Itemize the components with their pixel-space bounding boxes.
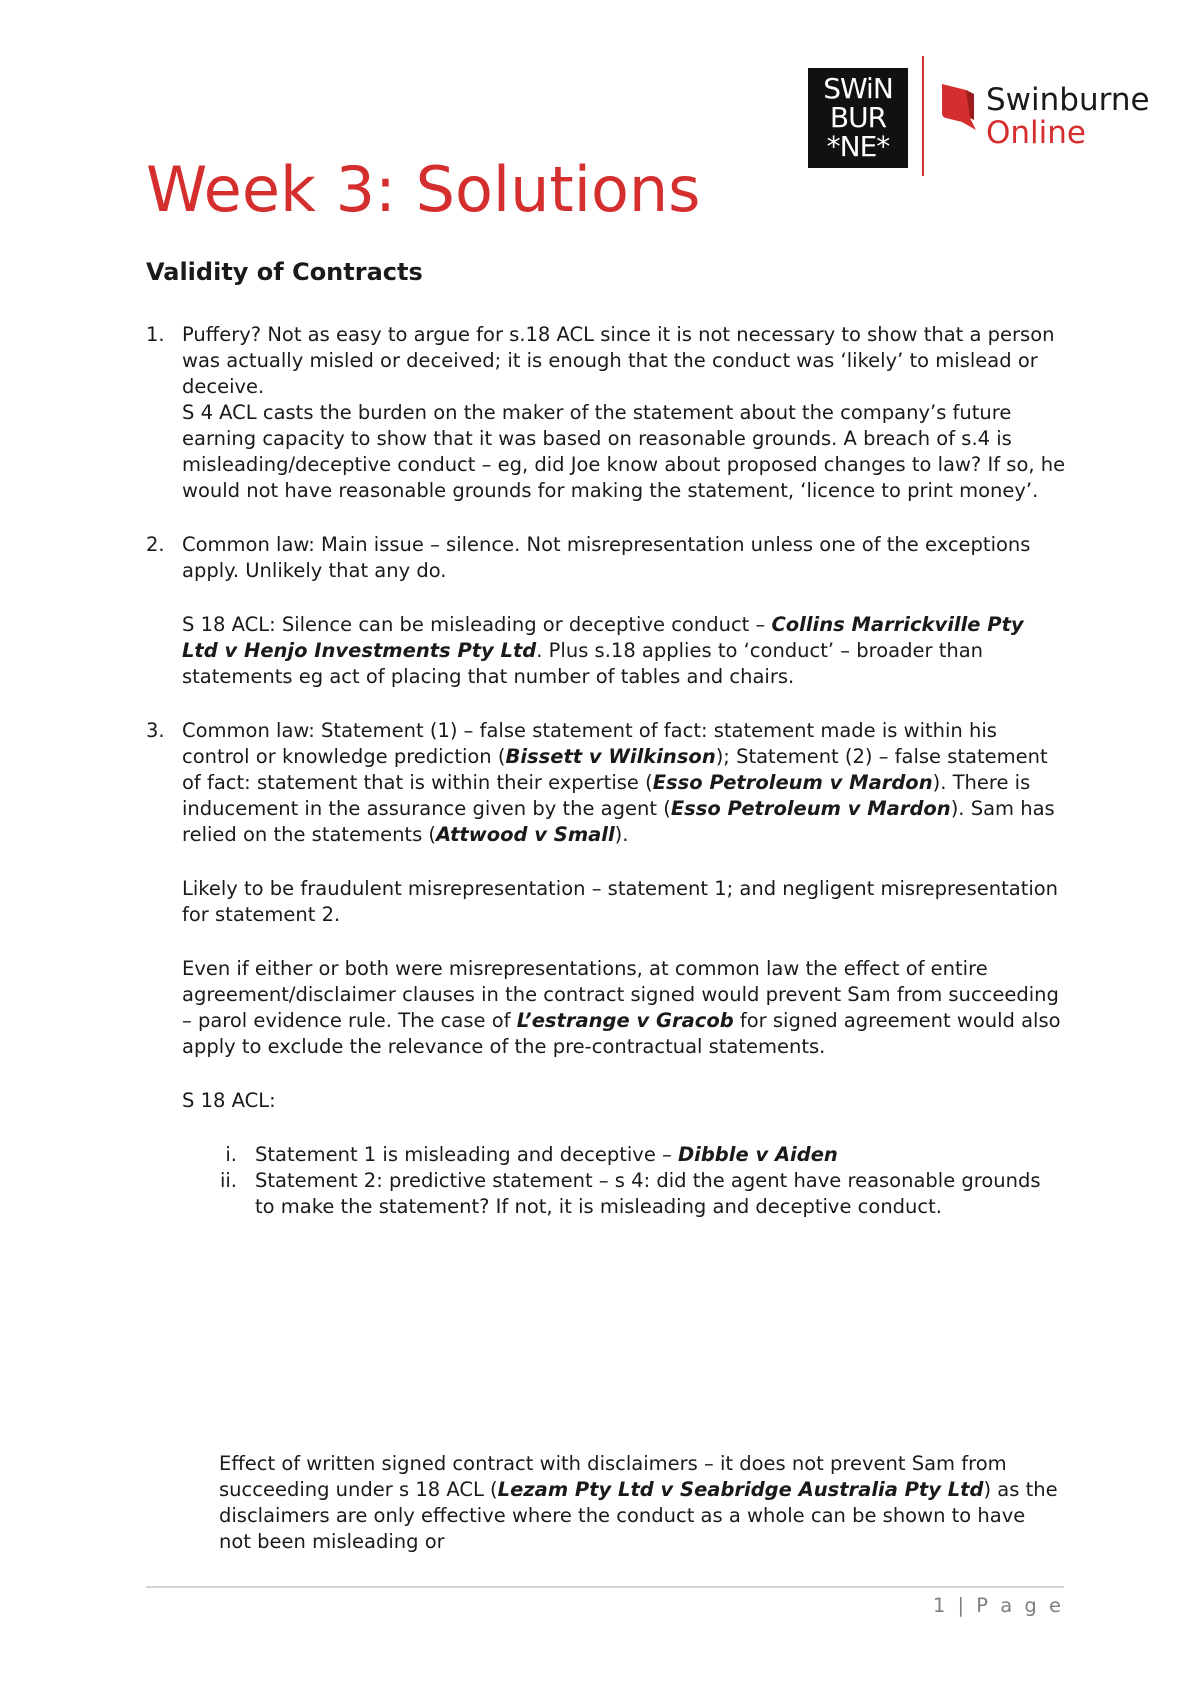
answer-1 — [146, 322, 1066, 504]
text-run: ); Statement (2) – false statement of fact: statement that is within their expertise ( — [182, 745, 1048, 794]
case-citation: Esso Petroleum v Mardon — [670, 797, 951, 820]
case-citation: Bissett v Wilkinson — [505, 745, 716, 768]
swinburne-logo — [808, 56, 1170, 178]
text-run: . Plus s.18 applies to ‘conduct’ – broader than statements eg act of placing that number of tables and chairs. — [182, 639, 984, 688]
answer-2 — [146, 532, 1066, 690]
case-citation: Attwood v Small — [436, 823, 615, 846]
item-number: 1. — [146, 323, 165, 346]
swinburne-seal — [808, 68, 908, 168]
brand-line-2: Online — [986, 115, 1086, 151]
text-run: S 18 ACL: Silence can be misleading or deceptive conduct – — [182, 613, 772, 636]
document-body — [146, 322, 1066, 1248]
list-number: i. — [225, 1143, 237, 1166]
text-run: Statement 1 is misleading and deceptive – — [255, 1143, 678, 1166]
logo-divider — [922, 56, 924, 176]
text-run: ). There is inducement in the assurance given by the agent ( — [182, 771, 1031, 820]
brand-wordmark — [986, 84, 1150, 150]
seal-line-2: BUR — [829, 101, 887, 134]
paragraph — [182, 718, 1066, 848]
text-run: ) as the disclaimers are only effective where the conduct as a whole can be shown to have not been misleading or — [219, 1478, 1058, 1553]
paragraph: Common law: Main issue – silence. Not misrepresentation unless one of the exceptions apply. Unlikely that any do. — [182, 533, 1031, 582]
item-number: 2. — [146, 533, 165, 556]
list-item — [182, 1168, 1066, 1220]
effect-paragraph — [219, 1451, 1059, 1555]
paragraph: S 4 ACL casts the burden on the maker of the statement about the company’s future earning capacity to show that it was based on reasonable grounds. A breach of s.4 is misleading/deceptive conduct – eg, did Joe know about proposed changes to law? If so, he would not have reasonable grounds for making the statement, ‘licence to print money’. — [182, 401, 1066, 502]
answer-3 — [146, 718, 1066, 1220]
paragraph: Puffery? Not as easy to argue for s.18 ACL since it is not necessary to show that a person was actually misled or deceived; it is enough that the conduct was ‘likely’ to mislead or deceive. — [182, 323, 1055, 398]
footer-divider — [146, 1586, 1064, 1588]
paragraph — [182, 612, 1066, 690]
item-number: 3. — [146, 719, 165, 742]
paragraph — [182, 956, 1066, 1060]
case-citation: L’estrange v Gracob — [516, 1009, 734, 1032]
list-number: ii. — [219, 1169, 237, 1192]
text-run: ). — [614, 823, 629, 846]
paragraph: S 18 ACL: — [182, 1089, 276, 1112]
case-citation: Esso Petroleum v Mardon — [652, 771, 933, 794]
seal-line-3: *NE* — [826, 130, 890, 163]
page-number: 1 | P a g e — [932, 1594, 1064, 1617]
case-citation: Lezam Pty Ltd v Seabridge Australia Pty Ltd — [497, 1478, 984, 1501]
list-item — [182, 1142, 1066, 1168]
text-run: Common law: Statement (1) – false statement of fact: statement made is within his control or knowledge prediction ( — [182, 719, 997, 768]
case-citation: Collins Marrickville Pty Ltd v Henjo Investments Pty Ltd — [182, 613, 1024, 662]
speech-bubble-icon — [936, 80, 980, 136]
paragraph: Likely to be fraudulent misrepresentation – statement 1; and negligent misrepresentation for statement 2. — [182, 877, 1059, 926]
brand-line-1: Swinburne — [986, 82, 1150, 118]
text-run: Even if either or both were misrepresentations, at common law the effect of entire agreement/disclaimer clauses in the contract signed would prevent Sam from succeeding – parol evidence rule. The case of — [182, 957, 1059, 1032]
text-run: ). Sam has relied on the statements ( — [182, 797, 1055, 846]
case-citation: Dibble v Aiden — [677, 1143, 838, 1166]
roman-list — [182, 1142, 1066, 1220]
seal-line-1: SWiN — [823, 72, 893, 105]
text-run: Effect of written signed contract with disclaimers – it does not prevent Sam from succeeding under s 18 ACL ( — [219, 1452, 1007, 1501]
text-run: Statement 2: predictive statement – s 4: did the agent have reasonable grounds to make the statement? If not, it is misleading and deceptive conduct. — [255, 1169, 1041, 1218]
text-run: for signed agreement would also apply to exclude the relevance of the pre-contractual statements. — [182, 1009, 1061, 1058]
page-title: Week 3: Solutions — [146, 153, 701, 226]
section-heading: Validity of Contracts — [146, 258, 423, 286]
